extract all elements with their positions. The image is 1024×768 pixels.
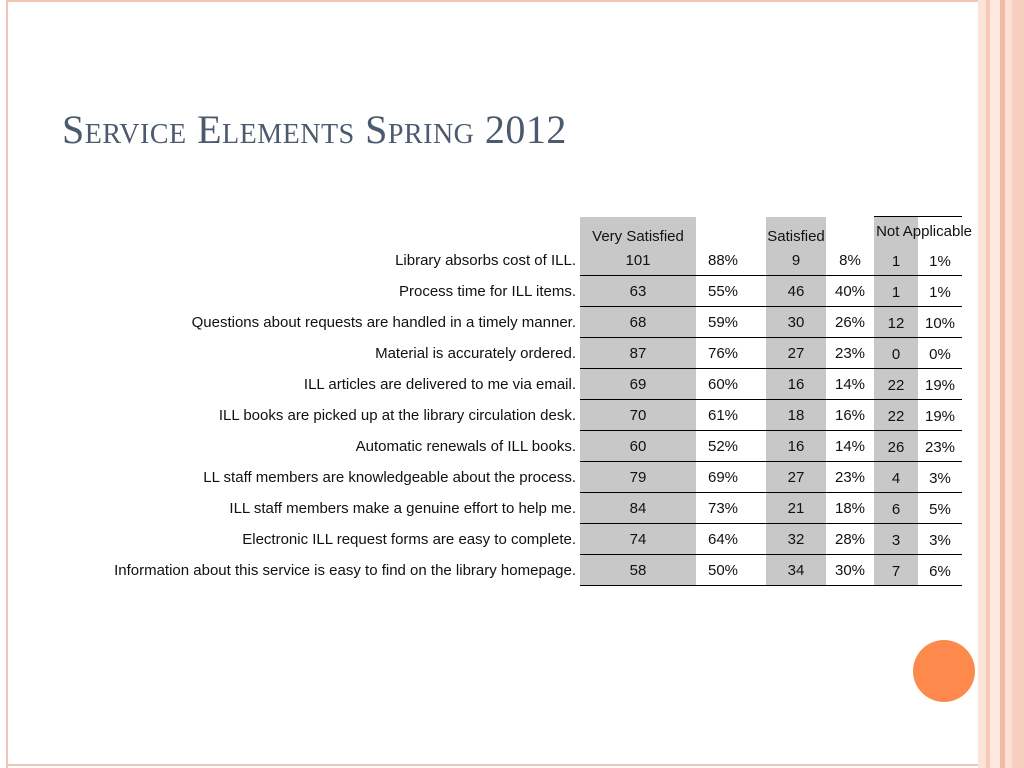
very-satisfied-count: 63 — [580, 276, 696, 307]
satisfied-count: 34 — [766, 555, 826, 586]
column-gap — [750, 493, 766, 524]
row-label: Electronic ILL request forms are easy to complete. — [242, 530, 576, 548]
row-label: ILL articles are delivered to me via email. — [303, 375, 576, 393]
survey-table — [60, 216, 972, 586]
table-header-row — [60, 217, 962, 246]
satisfied-count: 27 — [766, 338, 826, 369]
table-row — [60, 493, 962, 524]
column-gap — [750, 338, 766, 369]
very-satisfied-count: 101 — [580, 245, 696, 276]
satisfied-percent: 14% — [826, 369, 874, 400]
row-label: ILL staff members make a genuine effort to help me. — [229, 499, 576, 517]
very-satisfied-count: 58 — [580, 555, 696, 586]
not-applicable-count: 0 — [874, 338, 918, 369]
not-applicable-count: 4 — [874, 462, 918, 493]
very-satisfied-percent: 55% — [696, 276, 750, 307]
not-applicable-percent: 19% — [918, 369, 962, 400]
not-applicable-percent: 1% — [918, 276, 962, 307]
row-label: ILL books are picked up at the library circulation desk. — [218, 406, 576, 424]
not-applicable-count: 22 — [874, 369, 918, 400]
satisfied-count: 46 — [766, 276, 826, 307]
very-satisfied-percent: 52% — [696, 431, 750, 462]
header-spacer — [60, 217, 580, 246]
not-applicable-percent: 3% — [918, 524, 962, 555]
row-label: Automatic renewals of ILL books. — [355, 437, 576, 455]
table-row — [60, 338, 962, 369]
column-gap — [750, 307, 766, 338]
frame-top-border — [6, 0, 978, 2]
row-label: Information about this service is easy to find on the library homepage. — [114, 561, 576, 579]
satisfied-percent: 23% — [826, 338, 874, 369]
satisfied-percent: 30% — [826, 555, 874, 586]
satisfied-count: 21 — [766, 493, 826, 524]
very-satisfied-percent: 73% — [696, 493, 750, 524]
very-satisfied-percent: 50% — [696, 555, 750, 586]
not-applicable-count: 6 — [874, 493, 918, 524]
table-row — [60, 400, 962, 431]
satisfied-percent: 23% — [826, 462, 874, 493]
table-row — [60, 462, 962, 493]
column-gap — [750, 555, 766, 586]
not-applicable-percent: 10% — [918, 307, 962, 338]
column-gap — [750, 524, 766, 555]
very-satisfied-count: 60 — [580, 431, 696, 462]
not-applicable-count: 1 — [874, 245, 918, 276]
column-gap — [750, 431, 766, 462]
row-label: Material is accurately ordered. — [375, 344, 576, 362]
column-gap — [750, 369, 766, 400]
row-label: Questions about requests are handled in a timely manner. — [191, 313, 576, 331]
not-applicable-count: 1 — [874, 276, 918, 307]
not-applicable-count: 26 — [874, 431, 918, 462]
header-spacer — [750, 217, 766, 246]
very-satisfied-count: 79 — [580, 462, 696, 493]
very-satisfied-count: 74 — [580, 524, 696, 555]
column-gap — [750, 276, 766, 307]
very-satisfied-count: 69 — [580, 369, 696, 400]
table-row — [60, 245, 962, 276]
satisfied-percent: 8% — [826, 245, 874, 276]
not-applicable-percent: 19% — [918, 400, 962, 431]
very-satisfied-percent: 61% — [696, 400, 750, 431]
not-applicable-percent: 5% — [918, 493, 962, 524]
table-row — [60, 307, 962, 338]
decor-stripe — [978, 0, 986, 768]
satisfied-count: 27 — [766, 462, 826, 493]
satisfied-count: 18 — [766, 400, 826, 431]
column-gap — [750, 462, 766, 493]
column-gap — [750, 400, 766, 431]
frame-bottom-border — [6, 764, 978, 766]
not-applicable-percent: 1% — [918, 245, 962, 276]
satisfied-count: 32 — [766, 524, 826, 555]
very-satisfied-percent: 76% — [696, 338, 750, 369]
very-satisfied-count: 68 — [580, 307, 696, 338]
row-label: Library absorbs cost of ILL. — [395, 251, 576, 269]
satisfied-percent: 18% — [826, 493, 874, 524]
slide-title: Service Elements Spring 2012 — [62, 107, 567, 152]
very-satisfied-percent: 69% — [696, 462, 750, 493]
satisfied-percent: 40% — [826, 276, 874, 307]
header-spacer — [696, 217, 750, 246]
very-satisfied-percent: 88% — [696, 245, 750, 276]
table-row — [60, 369, 962, 400]
satisfied-percent: 14% — [826, 431, 874, 462]
header-very-satisfied: Very Satisfied — [580, 217, 696, 246]
not-applicable-count: 7 — [874, 555, 918, 586]
satisfied-count: 9 — [766, 245, 826, 276]
header-na-anchor-end — [876, 217, 972, 246]
satisfied-percent: 28% — [826, 524, 874, 555]
not-applicable-count: 22 — [874, 400, 918, 431]
table-row — [60, 431, 962, 462]
not-applicable-percent: 3% — [918, 462, 962, 493]
satisfied-count: 30 — [766, 307, 826, 338]
very-satisfied-percent: 64% — [696, 524, 750, 555]
table-row — [60, 276, 962, 307]
survey-table-wrap — [60, 216, 972, 586]
decor-stripe — [1012, 0, 1024, 768]
very-satisfied-count: 84 — [580, 493, 696, 524]
header-satisfied: Satisfied — [766, 217, 826, 246]
header-not-applicable: Not Applicable — [876, 223, 972, 240]
header-na-anchor — [826, 217, 874, 246]
table-row — [60, 524, 962, 555]
decor-stripe — [990, 0, 1000, 768]
satisfied-percent: 16% — [826, 400, 874, 431]
row-label: Process time for ILL items. — [399, 282, 576, 300]
row-label: LL staff members are knowledgeable about the process. — [203, 468, 576, 486]
very-satisfied-percent: 60% — [696, 369, 750, 400]
not-applicable-count: 12 — [874, 307, 918, 338]
not-applicable-percent: 0% — [918, 338, 962, 369]
satisfied-count: 16 — [766, 431, 826, 462]
not-applicable-count: 3 — [874, 524, 918, 555]
not-applicable-percent: 6% — [918, 555, 962, 586]
decor-stripe — [1005, 0, 1012, 768]
accent-circle — [913, 640, 975, 702]
frame-left-border — [6, 0, 8, 768]
very-satisfied-percent: 59% — [696, 307, 750, 338]
not-applicable-percent: 23% — [918, 431, 962, 462]
very-satisfied-count: 87 — [580, 338, 696, 369]
very-satisfied-count: 70 — [580, 400, 696, 431]
column-gap — [750, 245, 766, 276]
satisfied-count: 16 — [766, 369, 826, 400]
satisfied-percent: 26% — [826, 307, 874, 338]
table-row — [60, 555, 962, 586]
